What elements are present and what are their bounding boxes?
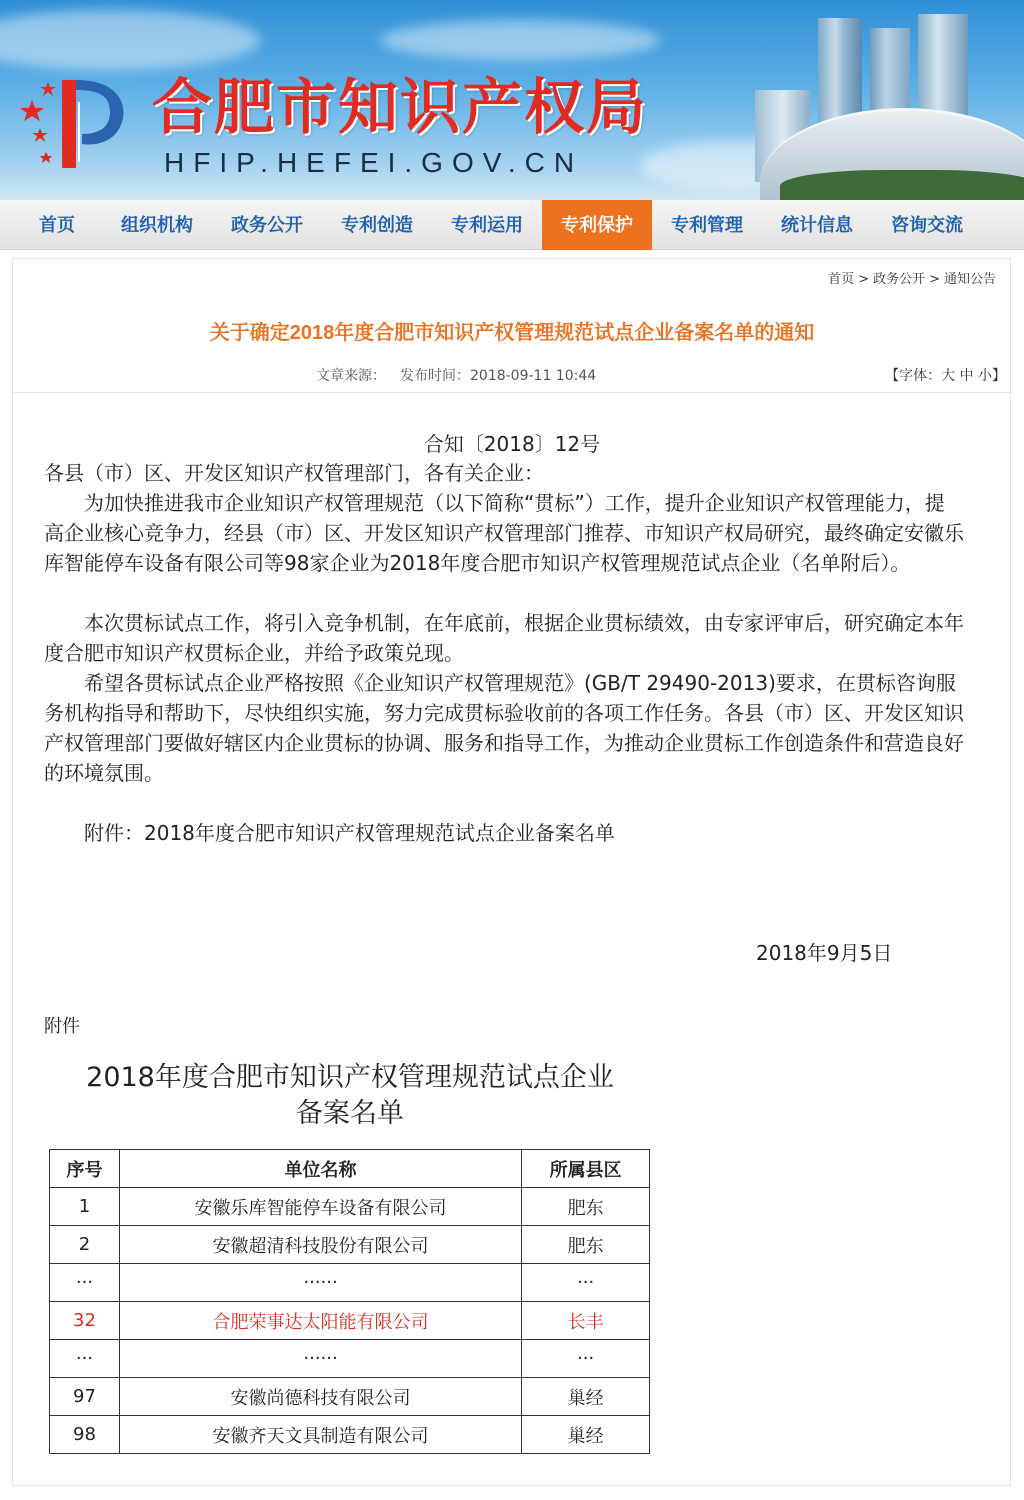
font-size-small-link[interactable]: 小】 [978,368,1006,384]
site-logo-icon[interactable] [18,72,138,172]
cell-number: ··· [50,1264,120,1302]
article-meta [316,365,596,385]
column-header-district: 所属县区 [522,1150,650,1188]
cell-number: 97 [50,1378,120,1416]
site-domain: HFIP.HEFEI.GOV.CN [164,147,584,178]
banner-cloud [0,10,260,70]
cell-company: 合肥荣事达太阳能有限公司 [119,1302,521,1340]
cell-company: ······ [119,1340,521,1378]
table-row-ellipsis [50,1340,650,1378]
list-title-line-2: 备案名单 [296,1098,404,1129]
table-row [50,1416,650,1454]
nav-item-consultation[interactable]: 咨询交流 [891,215,963,235]
table-row [50,1226,650,1264]
cell-district: ··· [522,1264,650,1302]
nav-item-statistics[interactable]: 统计信息 [781,215,853,235]
table-row [50,1378,650,1416]
enterprise-list-table [49,1149,650,1454]
banner-cloud [380,20,660,60]
main-nav [0,200,1024,250]
paragraph-3: 希望各贯标试点企业严格按照《企业知识产权管理规范》(GB/T 29490-2013)要求，在贯标咨询服务机构指导和帮助下，尽快组织实施，努力完成贯标验收前的各项工作任务。各县（市）区、开发区知识产权管理部门要做好辖区内企业贯标的协调、服务和指导工作，为推动企业贯标工作创造条件和营造良好的环境氛围。 [44,671,964,785]
breadcrumb-notices[interactable]: 通知公告 [943,272,996,287]
cell-district: 长丰 [522,1302,650,1340]
cell-company: 安徽乐库智能停车设备有限公司 [119,1188,521,1226]
nav-item-organization[interactable]: 组织机构 [121,215,193,235]
site-banner [0,0,1024,200]
issue-date: 2018年9月5日 [756,941,893,965]
paragraph-1: 为加快推进我市企业知识产权管理规范（以下简称“贯标”）工作，提升企业知识产权管理能力，提高企业核心竞争力，经县（市）区、开发区知识产权管理部门推荐、市知识产权局研究，最终确定安徽乐库智能停车设备有限公司等98家企业为2018年度合肥市知识产权管理规范试点企业（名单附后）。 [44,491,964,575]
font-size-large-link[interactable]: 大 [941,368,956,384]
document-number: 合知〔2018〕12号 [423,432,601,456]
nav-item-patent-creation[interactable]: 专利创造 [341,215,413,235]
article-publish-time: 发布时间：2018-09-11 10:44 [400,368,597,384]
list-title-line-1: 2018年度合肥市知识产权管理规范试点企业 [86,1062,614,1093]
breadcrumb [826,268,998,287]
attachment-label: 附件 [44,1016,80,1037]
nav-item-home[interactable]: 首页 [39,215,75,235]
table-row-ellipsis [50,1264,650,1302]
cell-number: 1 [50,1188,120,1226]
attachment-note: 附件：2018年度合肥市知识产权管理规范试点企业备案名单 [84,821,615,845]
breadcrumb-government-affairs[interactable]: 政务公开 [873,272,926,287]
cell-district: 肥东 [522,1226,650,1264]
cell-district: ··· [522,1340,650,1378]
font-size-medium-link[interactable]: 中 [959,368,974,384]
cell-district: 巢经 [522,1416,650,1454]
nav-item-patent-use[interactable]: 专利运用 [451,215,523,235]
cell-number: 32 [50,1302,120,1340]
breadcrumb-separator: > [929,272,940,287]
cell-number: 2 [50,1226,120,1264]
breadcrumb-separator: > [858,272,870,287]
cell-district: 巢经 [522,1378,650,1416]
breadcrumb-home[interactable]: 首页 [828,272,855,287]
table-row [50,1188,650,1226]
nav-item-patent-protection[interactable]: 专利保护 [542,200,652,250]
nav-item-patent-management[interactable]: 专利管理 [671,215,743,235]
paragraph-2: 本次贯标试点工作，将引入竞争机制，在年底前，根据企业贯标绩效，由专家评审后，研究确定本年度合肥市知识产权贯标企业，并给予政策兑现。 [44,611,964,665]
table-row-highlighted [50,1302,650,1340]
cell-number: 98 [50,1416,120,1454]
site-title: 合肥市知识产权局 [152,73,648,143]
column-header-company: 单位名称 [119,1150,521,1188]
meta-divider [12,392,1012,393]
article-title: 关于确定2018年度合肥市知识产权管理规范试点企业备案名单的通知 [209,322,815,344]
cell-number: ··· [50,1340,120,1378]
cell-company: 安徽尚德科技有限公司 [119,1378,521,1416]
font-size-switcher [885,365,1006,385]
column-header-number: 序号 [50,1150,120,1188]
banner-trees [780,170,1024,200]
cell-company: 安徽齐天文具制造有限公司 [119,1416,521,1454]
list-title [50,1060,650,1132]
table-header-row [50,1150,650,1188]
article-source-label: 文章来源： [316,368,386,384]
cell-district: 肥东 [522,1188,650,1226]
salutation: 各县（市）区、开发区知识产权管理部门，各有关企业： [44,461,544,485]
nav-item-government-affairs[interactable]: 政务公开 [231,215,303,235]
cell-company: ······ [119,1264,521,1302]
font-size-label: 【字体： [885,368,942,384]
cell-company: 安徽超清科技股份有限公司 [119,1226,521,1264]
